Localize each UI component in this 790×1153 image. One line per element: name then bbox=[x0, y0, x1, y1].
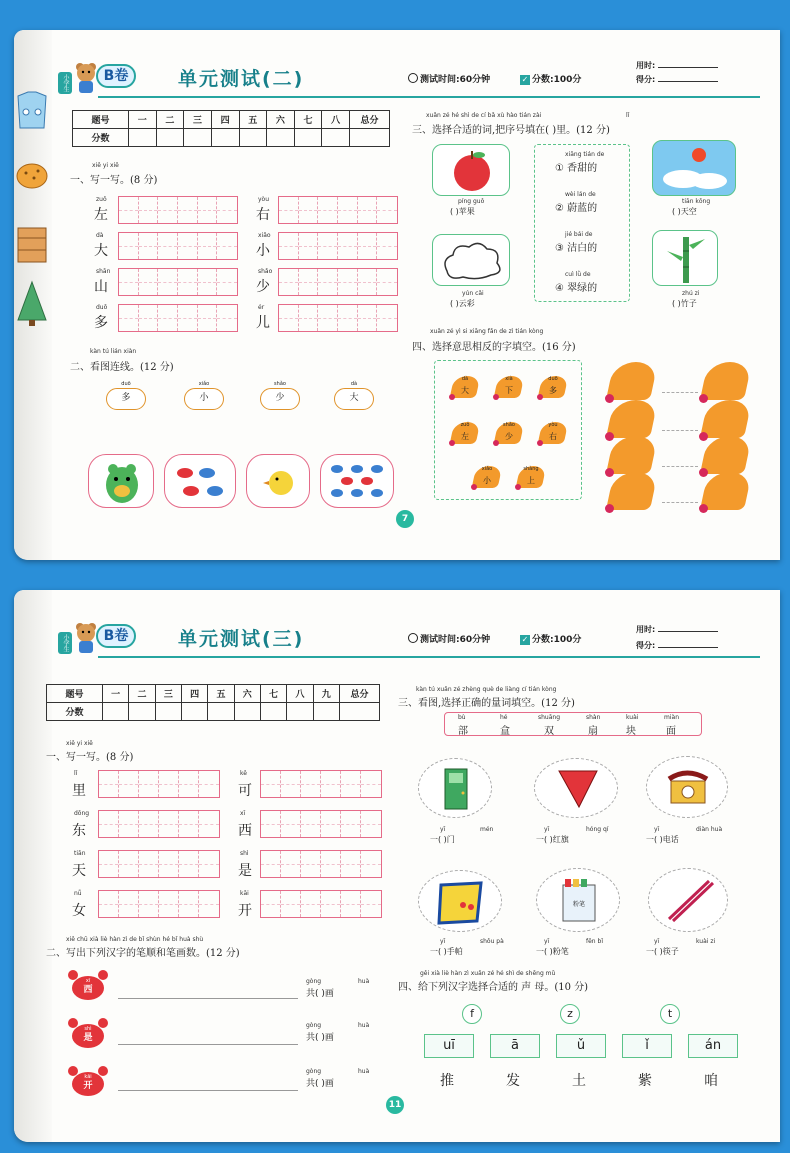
writing-grid[interactable] bbox=[98, 890, 220, 918]
clock-icon bbox=[408, 73, 418, 83]
cloud-char-tag[interactable]: shǎo 少 bbox=[260, 388, 300, 410]
section-2-title: 二、写出下列汉字的笔顺和笔画数。(12 分) bbox=[46, 948, 240, 959]
option-4: ④ 翠绿的 bbox=[555, 283, 598, 294]
target-char: 推 bbox=[440, 1073, 454, 1089]
cloud-char-tag[interactable]: duō 多 bbox=[106, 388, 146, 410]
writing-grid[interactable] bbox=[278, 304, 398, 332]
section-4-title: 四、选择意思相反的字填空。(16 分) bbox=[412, 342, 576, 353]
section-2-pinyin: xiě chū xià liè hàn zì de bǐ shùn hé bǐ huà shù bbox=[66, 936, 204, 943]
cloud-char-tag[interactable]: dà 大 bbox=[334, 388, 374, 410]
write-char: 右 bbox=[256, 207, 270, 223]
few-candies-picture[interactable] bbox=[164, 454, 236, 508]
small-tag: 小学生 bbox=[58, 632, 72, 654]
page-title: 单元测试(三) bbox=[178, 628, 305, 650]
empty-cap[interactable] bbox=[610, 362, 654, 400]
write-char: 开 bbox=[238, 903, 252, 919]
apple-picture bbox=[432, 144, 510, 196]
write-char: 西 bbox=[238, 823, 252, 839]
many-candies-picture[interactable] bbox=[320, 454, 394, 508]
used-time-field[interactable]: 用时: bbox=[636, 60, 718, 71]
total-score-info: ✓ 分数:100分 bbox=[521, 635, 582, 645]
section-3-pinyin: xuǎn zé hé shì de cí bǎ xù hào tián zài bbox=[426, 112, 542, 119]
char-cap[interactable]: xiǎo 小 bbox=[474, 466, 500, 488]
writing-grid[interactable] bbox=[260, 850, 382, 878]
measure-word: 盒 bbox=[500, 726, 510, 737]
test-time-info: 测试时间:60分钟 bbox=[408, 72, 490, 85]
writing-grid[interactable] bbox=[98, 810, 220, 838]
got-score-field[interactable]: 得分: bbox=[636, 74, 718, 85]
stroke-order-line[interactable] bbox=[118, 1044, 298, 1045]
stroke-count-field[interactable]: 共( )画 bbox=[306, 989, 334, 999]
writing-grid[interactable] bbox=[260, 890, 382, 918]
writing-grid[interactable] bbox=[118, 196, 238, 224]
page-header bbox=[58, 620, 760, 656]
measure-word: 面 bbox=[666, 726, 676, 737]
stroke-count-field[interactable]: 共( )画 bbox=[306, 1033, 334, 1043]
door-picture bbox=[418, 758, 492, 818]
section-3-title: 三、看图,选择正确的量词填空。(12 分) bbox=[398, 698, 575, 709]
empty-cap[interactable] bbox=[704, 436, 748, 474]
writing-grid[interactable] bbox=[98, 770, 220, 798]
initial-option[interactable]: f bbox=[462, 1004, 482, 1024]
target-char: 咱 bbox=[704, 1073, 718, 1089]
empty-cap[interactable] bbox=[610, 436, 654, 474]
stroke-count-field[interactable]: 共( )画 bbox=[306, 1079, 334, 1089]
section-3-pinyin: kàn tú xuǎn zé zhèng què de liàng cí tián kòng bbox=[416, 686, 557, 693]
final-pinyin-box[interactable]: uī bbox=[424, 1034, 474, 1058]
option-3: ③ 洁白的 bbox=[555, 243, 598, 254]
empty-cap[interactable] bbox=[610, 472, 654, 510]
section-4-pinyin: xuǎn zé yì si xiāng fǎn de zì tián kòng bbox=[430, 328, 544, 335]
writing-grid[interactable] bbox=[278, 268, 398, 296]
char-cap[interactable]: shàng 上 bbox=[518, 466, 544, 488]
red-flag-picture bbox=[534, 758, 618, 818]
write-char: 左 bbox=[94, 207, 108, 223]
section-1-pinyin: xiě yi xiě bbox=[66, 740, 93, 747]
write-char: 大 bbox=[94, 243, 108, 259]
header-rule bbox=[98, 96, 760, 98]
initial-option[interactable]: z bbox=[560, 1004, 580, 1024]
measure-word: 扇 bbox=[588, 726, 598, 737]
bucket-illustration bbox=[14, 218, 48, 266]
write-char: 天 bbox=[72, 863, 86, 879]
writing-grid[interactable] bbox=[118, 304, 238, 332]
small-tag: 小学生 bbox=[58, 72, 72, 94]
final-pinyin-box[interactable]: ǐ bbox=[622, 1034, 672, 1058]
char-cap[interactable]: dà 大 bbox=[452, 376, 478, 398]
option-1: ① 香甜的 bbox=[555, 163, 598, 174]
sky-picture bbox=[652, 140, 736, 196]
empty-cap[interactable] bbox=[704, 472, 748, 510]
measure-word: 部 bbox=[458, 726, 468, 737]
section-1-title: 一、写一写。(8 分) bbox=[70, 175, 158, 186]
section-2-pinyin: kàn tú lián xiàn bbox=[90, 348, 137, 355]
telephone-picture bbox=[646, 756, 728, 818]
cookie-illustration bbox=[14, 158, 48, 192]
crab-char-icon: shì 是 bbox=[68, 1018, 108, 1050]
cloud-picture bbox=[432, 234, 510, 286]
test-time-info: 测试时间:60分钟 bbox=[408, 632, 490, 645]
page-header bbox=[58, 60, 760, 96]
stroke-order-line[interactable] bbox=[118, 1090, 298, 1091]
handkerchief-answer[interactable]: 一( )手帕 bbox=[430, 947, 463, 956]
char-cap[interactable]: yòu 右 bbox=[540, 422, 566, 444]
got-score-field[interactable]: 得分: bbox=[636, 640, 718, 651]
volume-badge: B卷 bbox=[96, 64, 136, 88]
write-char: 可 bbox=[238, 783, 252, 799]
page-number: 11 bbox=[386, 1096, 404, 1114]
section-4-pinyin: gěi xià liè hàn zì xuǎn zé hé shì de shēng mǔ bbox=[420, 970, 556, 977]
worksheet-page-unit-test-2: 小学生 B卷 单元测试(二) 测试时间:60分钟 ✓ 分数:100分 用时: 得分: 题号 一 二 三 四 五 六 七 八 总分 分数 xiě yi xiě 一、写一写。(8 分) zuǒ 左 yòu 右 dà 大 xiǎo 小 shān 山 shǎo 少 duō 多 ér 儿 kàn tú lián xiàn 二、看图连线。(12 分) duō 多 xiǎo 小 shǎo 少 dà 大 xuǎn zé hé shì de cí bǎ xù hào tián zài lǐ 三、选择合适的词,把序号填在( )里。(12 分) píng guǒ ( )苹果 xiāng tián de ① 香甜的 wèi lán de ② 蔚蓝的 jié bái de ③ 洁白的 cuì lǜ de ④ 翠绿的 tiān kōng ( )天空 yún cǎi ( )云彩 zhú zi ( )竹子 xuǎn zé yì si xiāng fǎn de zì tián kòng 四、选择意思相反的字填空。(16 分) dà 大 xià 下 duō 多 zuǒ 左 shǎo 少 yòu 右 xiǎo 小 shàng 上 7 bbox=[14, 30, 780, 560]
writing-grid[interactable] bbox=[278, 232, 398, 260]
writing-grid[interactable] bbox=[278, 196, 398, 224]
writing-grid[interactable] bbox=[118, 232, 238, 260]
empty-cap[interactable] bbox=[704, 400, 748, 438]
telephone-answer[interactable]: 一( )电话 bbox=[646, 835, 679, 844]
write-char: 小 bbox=[256, 243, 270, 259]
writing-grid[interactable] bbox=[260, 770, 382, 798]
char-cap[interactable]: xià 下 bbox=[496, 376, 522, 398]
char-cap[interactable]: shǎo 少 bbox=[496, 422, 522, 444]
cloud-answer[interactable]: ( )云彩 bbox=[450, 299, 475, 308]
target-char: 发 bbox=[506, 1073, 520, 1089]
worksheet-page-unit-test-3: 小学生 B卷 单元测试(三) 测试时间:60分钟 ✓ 分数:100分 用时: 得分: 题号 一 二 三 四 五 六 七 八 九 总分 分数 xiě yi xiě 一、写一写。(8 分) lǐ 里 kě 可 dōng 东 xī 西 tiān 天 shì 是 nǚ 女 kāi 开 xiě chū xià liè hàn zì de bǐ shùn hé bǐ huà shù 二、写出下列汉字的笔顺和笔画数。(12 分) xī 西 gòng huà 共( )画 shì 是 gòng huà 共( )画 kāi 开 gòng huà 共( )画 kàn tú xuǎn zé zhèng què de liàng cí tián kòng 三、看图,选择正确的量词填空。(12 分) bù 部 hé 盒 shuāng 双 shàn 扇 kuài 块 miàn 面 yī mén 一( )门 yī hóng qí 一( )红旗 yī diàn huà 一( )电话 yī shǒu pà 一( )手帕 粉笔 yī fěn bǐ 一( )粉笔 yī kuài zi 一( )筷子 gěi xià liè hàn zì xuǎn zé hé shì de shēng mǔ 四、给下列汉字选择合适的 声 母。(10 分) f z t uī ā ǔ ǐ án 推 发 土 紫 咱 11 bbox=[14, 590, 780, 1142]
write-char: 东 bbox=[72, 823, 86, 839]
char-cap[interactable]: zuǒ 左 bbox=[452, 422, 478, 444]
final-pinyin-box[interactable]: ǔ bbox=[556, 1034, 606, 1058]
write-char: 儿 bbox=[256, 315, 270, 331]
header-rule bbox=[98, 656, 760, 658]
bamboo-answer[interactable]: ( )竹子 bbox=[672, 299, 697, 308]
score-table: 题号 一 二 三 四 五 六 七 八 总分 分数 bbox=[72, 110, 390, 147]
chopsticks-picture bbox=[648, 868, 728, 932]
word-options-box: xiāng tián de ① 香甜的 wèi lán de ② 蔚蓝的 jié bái de ③ 洁白的 cuì lǜ de ④ 翠绿的 bbox=[534, 144, 630, 302]
book-spine bbox=[14, 590, 52, 1142]
cloud-char-tag[interactable]: xiǎo 小 bbox=[184, 388, 224, 410]
tree-illustration bbox=[14, 280, 48, 326]
crab-char-icon: xī 西 bbox=[68, 970, 108, 1002]
write-char: 山 bbox=[94, 279, 108, 295]
stroke-order-line[interactable] bbox=[118, 998, 298, 999]
used-time-field[interactable]: 用时: bbox=[636, 624, 718, 635]
write-char: 是 bbox=[238, 863, 252, 879]
section-1-title: 一、写一写。(8 分) bbox=[46, 752, 134, 763]
page-number: 7 bbox=[396, 510, 414, 528]
writing-grid[interactable] bbox=[98, 850, 220, 878]
total-score-info: ✓ 分数:100分 bbox=[521, 75, 582, 85]
check-icon: ✓ bbox=[521, 635, 529, 644]
flag-answer[interactable]: 一( )红旗 bbox=[536, 835, 569, 844]
apple-answer[interactable]: ( )苹果 bbox=[450, 207, 475, 216]
page-title: 单元测试(二) bbox=[178, 68, 305, 90]
writing-grid[interactable] bbox=[260, 810, 382, 838]
option-2: ② 蔚蓝的 bbox=[555, 203, 598, 214]
chalk-box-picture bbox=[536, 868, 620, 932]
section-4-title: 四、给下列汉字选择合适的 声 母。(10 分) bbox=[398, 982, 589, 993]
volume-badge: B卷 bbox=[96, 624, 136, 648]
chalk-box-label: 粉笔 bbox=[573, 901, 586, 908]
target-char: 土 bbox=[572, 1073, 586, 1089]
jacket-illustration bbox=[14, 90, 48, 130]
crab-char-icon: kāi 开 bbox=[68, 1066, 108, 1098]
sky-answer[interactable]: ( )天空 bbox=[672, 207, 697, 216]
door-answer[interactable]: 一( )门 bbox=[430, 835, 455, 844]
chalk-answer[interactable]: 一( )粉笔 bbox=[536, 947, 569, 956]
section-3-title: 三、选择合适的词,把序号填在( )里。(12 分) bbox=[412, 125, 610, 136]
bamboo-picture bbox=[652, 230, 718, 286]
char-cap[interactable]: duō 多 bbox=[540, 376, 566, 398]
measure-word: 块 bbox=[626, 726, 636, 737]
handkerchief-picture bbox=[418, 870, 502, 932]
writing-grid[interactable] bbox=[118, 268, 238, 296]
clock-icon bbox=[408, 633, 418, 643]
small-chick-picture[interactable] bbox=[246, 454, 310, 508]
section-2-title: 二、看图连线。(12 分) bbox=[70, 362, 174, 373]
write-char: 多 bbox=[94, 315, 108, 331]
empty-cap[interactable] bbox=[610, 400, 654, 438]
section-1-pinyin: xiě yi xiě bbox=[92, 162, 119, 169]
write-char: 少 bbox=[256, 279, 270, 295]
write-char: 女 bbox=[72, 903, 86, 919]
write-char: 里 bbox=[72, 783, 86, 799]
chopsticks-answer[interactable]: 一( )筷子 bbox=[646, 947, 679, 956]
final-pinyin-box[interactable]: ā bbox=[490, 1034, 540, 1058]
measure-word: 双 bbox=[544, 726, 554, 737]
score-table: 题号 一 二 三 四 五 六 七 八 九 总分 分数 bbox=[46, 684, 380, 721]
target-char: 紫 bbox=[638, 1073, 652, 1089]
big-frog-picture[interactable] bbox=[88, 454, 154, 508]
check-icon: ✓ bbox=[521, 75, 529, 84]
initial-option[interactable]: t bbox=[660, 1004, 680, 1024]
empty-cap[interactable] bbox=[704, 362, 748, 400]
final-pinyin-box[interactable]: án bbox=[688, 1034, 738, 1058]
